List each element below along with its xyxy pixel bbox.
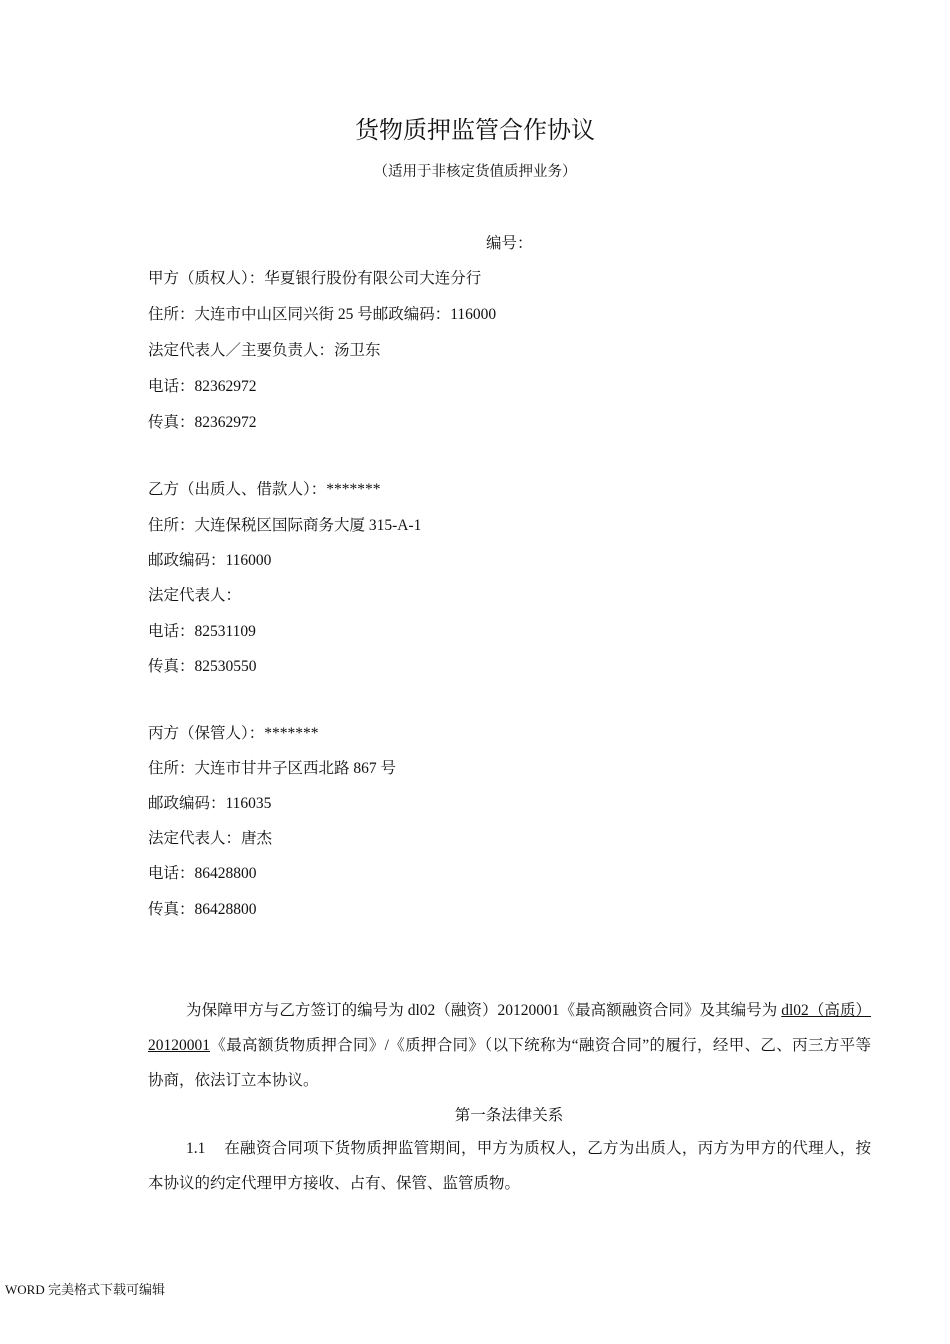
clause-1-1 bbox=[148, 1131, 871, 1201]
party-c-name: 丙方（保管人）：******* bbox=[148, 725, 319, 742]
party-a-fax: 传真：82362972 bbox=[148, 414, 257, 431]
party-b-address: 住所：大连保税区国际商务大厦 315-A-1 bbox=[148, 517, 422, 534]
party-c-address: 住所：大连市甘井子区西北路 867 号 bbox=[148, 760, 397, 777]
party-a-address: 住所：大连市中山区同兴街 25 号邮政编码：116000 bbox=[148, 306, 497, 323]
party-a-phone: 电话：82362972 bbox=[148, 378, 257, 395]
contract-number-label: 编号： bbox=[486, 235, 533, 252]
party-a-representative: 法定代表人／主要负责人：汤卫东 bbox=[148, 342, 381, 359]
party-a-name: 甲方（质权人）：华夏银行股份有限公司大连分行 bbox=[148, 270, 482, 287]
party-c-phone: 电话：86428800 bbox=[148, 865, 257, 882]
document-subtitle: （适用于非核定货值质押业务） bbox=[373, 164, 577, 180]
pledge-contract-number: dl02（高质）20120001 bbox=[148, 1002, 871, 1054]
footer-note: WORD 完美格式下载可编辑 bbox=[5, 1282, 165, 1297]
preamble-text-part1: 为保障甲方与乙方签订的编号为 dl02（融资）20120001《最高额融资合同》及其编号为 bbox=[186, 1002, 782, 1019]
clause-text: 在融资合同项下货物质押监管期间，甲方为质权人，乙方为出质人，丙方为甲方的代理人，按本协议的约定代理甲方接收、占有、保管、监管质物。 bbox=[148, 1140, 871, 1192]
party-c-representative: 法定代表人：唐杰 bbox=[148, 830, 273, 847]
party-c-fax: 传真：86428800 bbox=[148, 901, 257, 918]
party-b-fax: 传真：82530550 bbox=[148, 658, 257, 675]
party-b-name: 乙方（出质人、借款人）：******* bbox=[148, 481, 381, 498]
clause-number: 1.1 bbox=[186, 1140, 206, 1157]
preamble-paragraph bbox=[148, 993, 871, 1098]
article-1-heading: 第一条法律关系 bbox=[454, 1107, 564, 1124]
party-b-postcode: 邮政编码：116000 bbox=[148, 552, 272, 569]
document-title: 货物质押监管合作协议 bbox=[355, 116, 595, 144]
party-c-postcode: 邮政编码：116035 bbox=[148, 795, 272, 812]
party-b-representative: 法定代表人： bbox=[148, 587, 242, 604]
party-b-phone: 电话：82531109 bbox=[148, 623, 256, 640]
preamble-text-part2: 《最高额货物质押合同》/《质押合同》（以下统称为“融资合同”的履行，经甲、乙、丙三方平等协商，依法订立本协议。 bbox=[148, 1037, 871, 1089]
